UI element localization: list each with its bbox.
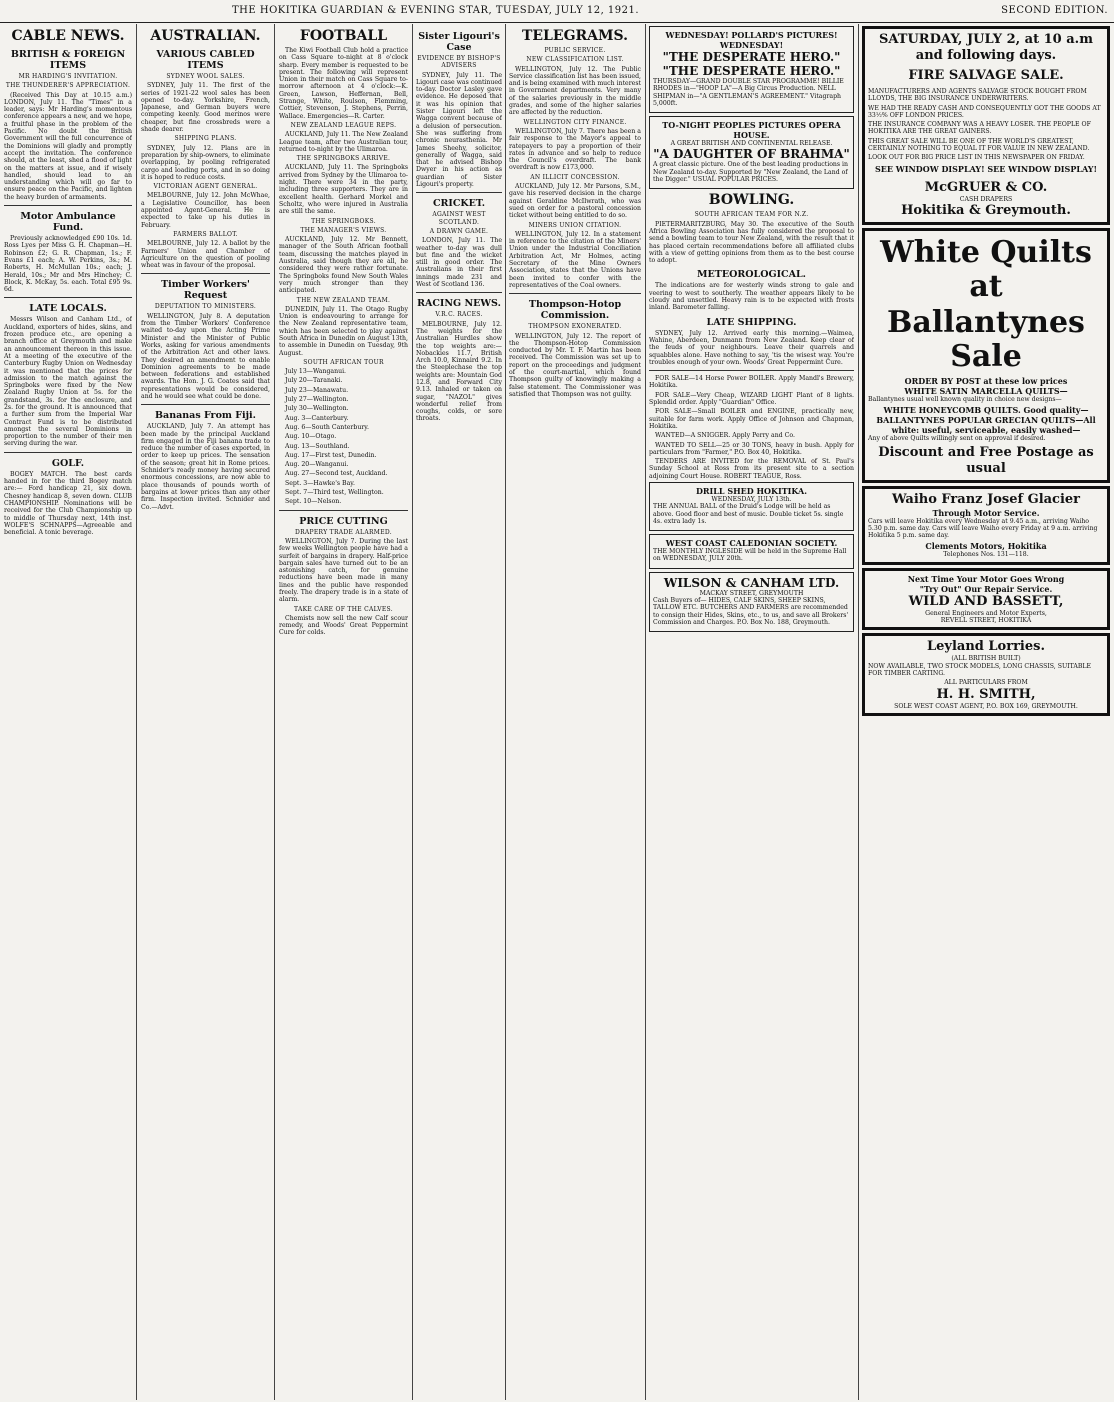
fixture: July 30—Wellington. bbox=[285, 405, 349, 413]
ad-line: Hokitika & Greymouth. bbox=[901, 202, 1071, 218]
subhead: TAKE CARE OF THE CALVES. bbox=[294, 605, 393, 613]
ad-line: CASH DRAPERS bbox=[959, 195, 1013, 203]
ad-line: SEE WINDOW DISPLAY! SEE WINDOW DISPLAY! bbox=[875, 163, 1097, 174]
fixture: July 20—Taranaki. bbox=[285, 377, 343, 385]
ad-line: BALLANTYNES POPULAR GRECIAN QUILTS—All white: useful, serviceable, easily washed— bbox=[876, 415, 1096, 436]
ad-line: REVELL STREET, HOKITIKA bbox=[940, 617, 1032, 625]
masthead-title: THE HOKITIKA GUARDIAN & EVENING STAR, TUESDAY, JULY 12, 1921. bbox=[232, 5, 640, 16]
article-text: BOGEY MATCH. The best cards handed in for the third Bogey match are:— Ford handicap 21, six down. Chesney handicap 8, seven down. CLUB CHAMPIONSHIP. Nominations will be received for the Club Championship up to middle of Thursday next, 14th inst. WOLFE'S SCHNAPPS—Agreeable and beneficial. A tonic beverage. bbox=[4, 470, 132, 537]
fixture: July 23—Manawatu. bbox=[285, 386, 349, 394]
heading-ligouri: Sister Ligouri's Case bbox=[418, 31, 500, 53]
ad-line: Clements Motors, Hokitika bbox=[925, 541, 1047, 552]
ad-line: WHITE SATIN MARCELLA QUILTS— bbox=[904, 385, 1068, 396]
heading-golf: GOLF. bbox=[51, 457, 85, 469]
ad-line: General Engineers and Motor Experts, bbox=[925, 609, 1047, 617]
fixture: Aug. 6—South Canterbury. bbox=[285, 423, 369, 431]
article-text: WELLINGTON, July 12. The Public Service classification list has been issued, and is being examined with much interest in Government departments. Very many of the salaries previously in the middle grades, and some of the higher salaries are affected by the reduction. bbox=[509, 65, 641, 117]
article-text: SYDNEY, July 12. Plans are in preparation by ship-owners, to eliminate overlapping, by pooling refrigerated cargo and loading ports, and in so doing it is hoped to reduce costs. bbox=[141, 144, 270, 181]
ad-line: (ALL BRITISH BUILT) bbox=[951, 655, 1021, 663]
ad-line: Discount and Free Postage as usual bbox=[878, 444, 1094, 476]
heading-racing: RACING NEWS. bbox=[417, 298, 501, 310]
subhead: PUBLIC SERVICE. bbox=[544, 47, 606, 54]
ballantynes-ad bbox=[862, 228, 1110, 483]
ad-brand: H. H. SMITH, bbox=[936, 686, 1036, 702]
ad-title: FIRE SALVAGE SALE. bbox=[908, 68, 1064, 83]
article-text: The indications are for westerly winds strong to gale and veering to west to southerly. The weather appears likely to be cloudy and unsettled. Heavy rain is to be expected with frosts inland. Barometer falling. bbox=[649, 282, 854, 312]
ad-title: WEST COAST CALEDONIAN SOCIETY. bbox=[665, 538, 838, 549]
article-text: AUCKLAND, July 12. Mr Parsons, S.M., gave his reserved decision in the charge against Geraldine McIlwrath, who was sued on order for a pastoral concession ticket without being entitled to do so. bbox=[509, 183, 641, 220]
article-text: Previously acknowledged £90 10s. 1d. Ross Lyes per Miss G. H. Chapman—H. Robinson £2; G. R. Chapman, 1s.; F. Evans £1 each; A. W. Perkins, 3s.; M. Roberts, H. McMullan 10s.; each; J. Herald, 10s.; Mr and Mrs Hinchey; C. Block, K. McKay, 5s. each. Total £95 9s. 6d. bbox=[4, 235, 132, 294]
heading-meteorological: METEOROLOGICAL. bbox=[697, 269, 806, 281]
subhead: DRAPERY TRADE ALARMED. bbox=[294, 528, 393, 536]
column-display-ads bbox=[862, 26, 1110, 1398]
pollards-pictures-ad bbox=[649, 26, 854, 113]
heading-bowling: BOWLING. bbox=[708, 192, 795, 209]
ad-title: Waiho Franz Josef Glacier bbox=[891, 491, 1081, 507]
ad-line: WEDNESDAY, JULY 13th. bbox=[711, 495, 792, 503]
heading-motor-ambulance: Motor Ambulance Fund. bbox=[20, 211, 116, 234]
classified: WANTED—A SNIGGER. Apply Perry and Co. bbox=[655, 432, 795, 440]
ad-line: WHITE HONEYCOMB QUILTS. Good quality— bbox=[883, 405, 1089, 416]
subhead: AGAINST WEST SCOTLAND. bbox=[432, 211, 486, 226]
ad-line: Telephones Nos. 131—118. bbox=[943, 551, 1029, 559]
ad-text: THURSDAY—GRAND DOUBLE STAR PROGRAMME! BILLIE RHODES in—"HOOP LA"—A Big Circus Production. NELL SHIPMAN in—"A GENTLEMAN'S AGREEMENT." Vitagraph 5,000ft. bbox=[653, 78, 844, 107]
article-text: MELBOURNE, July 12. John McWhae, a Legislative Councillor, has been appointed Agent-General. He is expected to take up his duties in February. bbox=[141, 192, 270, 229]
heading-cricket: CRICKET. bbox=[432, 198, 486, 210]
classified: TENDERS ARE INVITED for the REMOVAL of St. Paul's Sunday School at Ross from its present site to a section adjoining Court House. ROBERT TEAGUE, Ross. bbox=[649, 458, 854, 480]
glacier-motor-ad bbox=[862, 486, 1110, 565]
fixture: July 27—Wellington. bbox=[285, 396, 349, 404]
heading-thompson-hotop: Thompson-Hotop Commission. bbox=[528, 299, 622, 322]
ad-text: A great classic picture. One of the best leading productions in New Zealand to-day. Supported by "New Zealand, the Land of the Digger." USUAL POPULAR PRICES. bbox=[653, 161, 849, 184]
ad-text: LOOK OUT FOR BIG PRICE LIST IN THIS NEWSPAPER ON FRIDAY. bbox=[868, 154, 1085, 162]
subhead: WELLINGTON CITY FINANCE. bbox=[523, 118, 627, 126]
classified: FOR SALE—Small BOILER and ENGINE, practically new, suitable for farm work. Apply Office of Johnson and Chapman, Hokitika. bbox=[649, 408, 854, 430]
subhead: SYDNEY WOOL SALES. bbox=[166, 73, 245, 80]
caledonian-notice bbox=[649, 534, 854, 569]
subhead: THE MANAGER'S VIEWS. bbox=[300, 226, 387, 234]
article-text: The Kiwi Football Club hold a practice on Cass Square to-night at 8 o'clock sharp. Every member is requested to be present. The following will represent Union in their match on Cass Square to-morrow afternoon at 4 o'clock:—K. Green, Lawson, Heffernan, Bell, Strange, White, Roulson, Flemming, Cottier, Stevenson, J. Stephens, Perrin, Wallace. Emergencies—R. Carter. bbox=[279, 47, 408, 120]
column-ads-notices bbox=[649, 26, 854, 1398]
subhead: THE SPRINGBOKS. bbox=[311, 217, 376, 225]
article-text: MELBOURNE, July 12. A ballot by the Farmers' Union and Chamber of Agriculture on the question of pooling wheat was in favour of the proposal. bbox=[141, 240, 270, 270]
heading-timber-workers: Timber Workers' Request bbox=[161, 279, 250, 302]
subhead: DEPUTATION TO MINISTERS. bbox=[154, 303, 257, 311]
heading-bananas: Bananas From Fiji. bbox=[155, 410, 256, 422]
subhead: SOUTH AFRICAN TEAM FOR N.Z. bbox=[694, 211, 809, 219]
article-text: SYDNEY, July 11. The Ligouri case was continued to-day. Doctor Lasley gave evidence. He deposed that it was his opinion that Sister Ligouri left the Wagga convent because of a delusion of persecution. She was suffering from chronic neurasthenia. Mr James Sheehy, solicitor, generally of Wagga, said that he advised Bishop Dwyer in his action as guardian of Sister Ligouri's property. bbox=[416, 71, 502, 189]
subheading-british-foreign: BRITISH & FOREIGN ITEMS bbox=[10, 49, 126, 71]
heading-telegrams: TELEGRAMS. bbox=[521, 28, 629, 44]
subhead: NEW CLASSIFICATION LIST. bbox=[526, 56, 624, 64]
wilson-canham-ad bbox=[649, 572, 854, 632]
column-australian bbox=[141, 26, 270, 1398]
article-text: MELBOURNE, July 12. The weights for the Australian Hurdles show the top weights are:—Nobackies 11.7, British Arch 10.0, Kinnaird 9.2. In the Steeplechase the top weights are: Mountain God 12.8, and Forward City 9.13. Inhaled or taken on sugar, "NAZOL" gives wonderful relief from coughs, colds, or sore throats. bbox=[416, 320, 502, 423]
subhead: THE NEW ZEALAND TEAM. bbox=[296, 296, 391, 304]
ad-text: MANUFACTURERS AND AGENTS SALVAGE STOCK BOUGHT FROM LLOYDS, THE BIG INSURANCE UNDERWRITERS. bbox=[868, 88, 1087, 103]
column-cable-news bbox=[4, 26, 132, 1398]
fixture: Aug. 3—Canterbury. bbox=[285, 414, 349, 422]
subhead: MR HARDING'S INVITATION. bbox=[18, 73, 118, 80]
fixture: Aug. 27—Second test, Auckland. bbox=[285, 470, 388, 478]
ad-line: "Try Out" Our Repair Service. bbox=[919, 583, 1053, 594]
heading-late-shipping: LATE SHIPPING. bbox=[706, 316, 797, 328]
drill-shed-notice bbox=[649, 482, 854, 531]
article-text: AUCKLAND, July 11. The Springboks arrived from Sydney by the Ulimaroa to-night. There were 34 in the party, including three supporters. They are in excellent health. Gerhard Morkel and Scholtz, who were injured in Australia are still the same. bbox=[279, 164, 408, 216]
ad-title: "A DAUGHTER OF BRAHMA" bbox=[653, 147, 850, 162]
ad-text: NOW AVAILABLE, TWO STOCK MODELS, LONG CHASSIS, SUITABLE FOR TIMBER CARTING. bbox=[868, 662, 1092, 677]
subhead: A DRAWN GAME. bbox=[429, 227, 489, 235]
ad-text: Any of above Quilts willingly sent on approval if desired. bbox=[868, 435, 1046, 443]
article-text: PIETERMARITZBURG, May 30. The executive of the South Africa Bowling Association has fully considered the proposal to send a bowling team to tour New Zealand, with the result that it has placed certain recommendations before all affiliated clubs with a view of getting opinions from them as to the best course to adopt. bbox=[649, 220, 854, 265]
ad-line: SOLE WEST COAST AGENT, P.O. BOX 169, GREYMOUTH. bbox=[894, 702, 1078, 710]
ad-text: THE ANNUAL BALL of the Druid's Lodge will be held as above. Good floor and best of music. Double ticket 5s. single 4s. extra lady 1s. bbox=[653, 503, 844, 525]
fixture-list bbox=[279, 368, 408, 505]
column-telegrams bbox=[509, 26, 641, 1398]
ad-line: MACKAY STREET, GREYMOUTH bbox=[699, 589, 804, 597]
ad-text: THE MONTHLY INGLESIDE will be held in the Supreme Hall on WEDNESDAY, JULY 20th. bbox=[653, 548, 847, 563]
ad-title: Ballantynes Sale bbox=[887, 304, 1085, 374]
article-text: SYDNEY, July 12. Arrived early this morning.—Waimea, Wahine, Aberdeen, Dunmann from New Zealand. Keep clear of the feuds of your neighbours. Leave their quarrels and squabbles alone. Have nothing to say, 'tis the wisest way. You're troubles enough of your own. Woods' Great Peppermint Cure. bbox=[649, 329, 854, 366]
subhead: FARMERS BALLOT. bbox=[173, 230, 238, 238]
ad-brand: WILD AND BASSETT, bbox=[908, 593, 1064, 609]
article-text: Chemists now sell the new Calf scour remedy, and Woods' Great Peppermint Cure for colds. bbox=[279, 614, 408, 637]
subhead: V.R.C. RACES. bbox=[435, 311, 483, 319]
article-text: SYDNEY, July 11. The first of the series of 1921-22 wool sales has been opened to-day. Yorkshire, French, Japanese, and German buyers were competing keenly. Good merinos were cheaper, but fine crossbreds were a shade dearer. bbox=[141, 82, 270, 134]
article-text: AUCKLAND, July 12. Mr Bennett, manager of the South African football team, discussing the matches played in Australia, said though they are all, he considered they were rather fortunate. The Springboks found New South Wales very much stronger than they anticipated. bbox=[279, 236, 408, 295]
article-text: WELLINGTON, July 7. There has been a fair response to the Mayor's appeal to ratepayers to pay a proportion of their rates in advance and so help to reduce the Council's overdraft. The bank overdraft is now £173,000. bbox=[509, 127, 641, 172]
column-ligouri bbox=[416, 26, 502, 1398]
heading-late-locals: LATE LOCALS. bbox=[29, 303, 107, 315]
subhead: MINERS UNION CITATION. bbox=[528, 221, 622, 229]
fixture: Sept. 3—Hawke's Bay. bbox=[285, 479, 355, 487]
column-football bbox=[279, 26, 408, 1398]
article-text: DUNEDIN, July 11. The Otago Rugby Union is endeavouring to arrange for the New Zealand representative team, which has been selected to play against South Africa in Dunedin on August 13th, to assemble in Dunedin on Tuesday, 9th August. bbox=[279, 305, 408, 357]
ad-title: Next Time Your Motor Goes Wrong bbox=[907, 573, 1065, 584]
subhead: THE THUNDERER'S APPRECIATION. bbox=[5, 82, 131, 90]
fixture: Aug. 13—Southland. bbox=[285, 442, 350, 450]
ad-line: TO-NIGHT PEOPLES PICTURES OPERA HOUSE. bbox=[662, 120, 841, 141]
ad-brand: McGRUER & CO. bbox=[924, 179, 1048, 195]
heading-cable-news: CABLE NEWS. bbox=[11, 28, 125, 44]
subhead: THE SPRINGBOKS ARRIVE. bbox=[296, 155, 391, 163]
fixture: Sept. 7—Third test, Wellington. bbox=[285, 489, 384, 497]
fixture: Aug. 10—Otago. bbox=[285, 433, 337, 441]
ad-line: SATURDAY, JULY 2, at 10 a.m and following days. bbox=[879, 32, 1093, 63]
ad-title: "THE DESPERATE HERO." "THE DESPERATE HERO." bbox=[662, 50, 841, 78]
masthead bbox=[0, 0, 1114, 23]
ad-line: ALL PARTICULARS FROM bbox=[944, 679, 1028, 687]
ad-text: Cash Buyers of— HIDES, CALF SKINS, SHEEP SKINS, TALLOW ETC. BUTCHERS AND FARMERS are recommended to consign their Hides, Skins, etc., to us, and save all Brokers' Commission and Charges. P.O. Box No. 188, Greymouth. bbox=[653, 597, 849, 626]
fixture: July 13—Wanganui. bbox=[285, 368, 347, 376]
classified: WANTED TO SELL—25 or 30 TONS, heavy in bush. Apply for particulars from "Farmer," P.O. Box 40, Hokitika. bbox=[649, 441, 854, 456]
ad-title: Leyland Lorries. bbox=[927, 639, 1045, 655]
article-text: AUCKLAND, July 7. An attempt has been made by the principal Auckland firm engaged in the Fiji banana trade to reduce the number of cases exported, in order to keep up prices. The sensation of the season; great hit in Rome prices. Schnider's ready money having secured enormous concessions, are now able to place thousands of pounds worth of bargains at lower prices than any other firm. Inspection invited. Schnider and Co.—Advt. bbox=[141, 423, 270, 511]
article-text: WELLINGTON, July 12. In a statement in reference to the citation of the Miners' Union under the Industrial Conciliation Arbitration Act, Mr Holmes, acting Secretary of the Mine Owners Association, states that the Unions have been invited to confer with the representatives of the Coal owners. bbox=[509, 230, 641, 289]
ad-text: THE INSURANCE COMPANY WAS A HEAVY LOSER. THE PEOPLE OF HOKITIKA ARE THE GREAT GAINERS. bbox=[868, 121, 1091, 136]
ad-text: WE HAD THE READY CASH AND CONSEQUENTLY GOT THE GOODS AT 33½% OFF LONDON PRICES. bbox=[868, 104, 1101, 119]
classified: FOR SALE—Very Cheap, WIZARD LIGHT Plant of 8 lights. Splendid order. Apply "Guardian" Office. bbox=[649, 391, 854, 407]
ad-text: Ballantynes usual well known quality in choice new designs— bbox=[868, 395, 1062, 403]
heading-football: FOOTBALL bbox=[299, 28, 388, 44]
article-text: WELLINGTON, July 12. The report of the Thompson-Hotop Commission conducted by Mr. T. F. Martin has been received. The Commission was set up to report on the proceedings and judgment of the court-martial, which found Thompson guilty of knowingly making a false statement. The Commissioner was satisfied that Thompson was not guilty. bbox=[509, 332, 641, 398]
ad-title: WILSON & CANHAM LTD. bbox=[663, 575, 840, 590]
ad-title: White Quilts at bbox=[880, 234, 1092, 304]
ad-text: THIS GREAT SALE WILL BE ONE OF THE WORLD'S GREATEST, CERTAINLY NOTHING TO EQUAL IT FOR VALUE IN NEW ZEALAND. bbox=[868, 137, 1090, 153]
subhead: EVIDENCE BY BISHOP'S ADVISERS bbox=[417, 55, 501, 70]
ad-line: Through Motor Service. bbox=[932, 507, 1040, 518]
subheading-various: VARIOUS CABLED ITEMS bbox=[156, 49, 255, 71]
ad-text: Cars will leave Hokitika every Wednesday at 9.45 a.m., arriving Waiho 5.30 p.m. same day. Cars will leave Waiho every Friday at 9 a.m. arriving Hokitika 5 p.m. same day. bbox=[868, 517, 1098, 540]
article-text: LONDON, July 11. The weather to-day was dull but fine and the wicket still in good order. The Australians in their first innings made 231 and West of Scotland 136. bbox=[416, 237, 502, 289]
heading-australian: AUSTRALIAN. bbox=[150, 28, 261, 44]
leyland-lorries-ad bbox=[862, 633, 1110, 715]
edition-label: SECOND EDITION. bbox=[1001, 5, 1108, 16]
fixture: Aug. 20—Wanganui. bbox=[285, 461, 349, 469]
subhead: SHIPPING PLANS. bbox=[174, 135, 237, 143]
fixture: Sept. 10—Nelson. bbox=[285, 498, 342, 506]
fire-salvage-ad bbox=[862, 26, 1110, 225]
subhead: NEW ZEALAND LEAGUE REPS. bbox=[290, 121, 397, 129]
ad-title: DRILL SHED HOKITIKA. bbox=[695, 485, 808, 496]
ad-line: A GREAT BRITISH AND CONTINENTAL RELEASE. bbox=[670, 140, 833, 148]
article-text: WELLINGTON, July 8. A deputation from the Timber Workers' Conference waited to-day upon the Acting Prime Minister and the Minister of Public Works, asking for various amendments of the Arbitration Act and other laws. They desired an amendment to enable Dominion agreements to be made between federations and established awards. The Hon. J. G. Coates said that representations would be considered, and he would see what could be done. bbox=[141, 312, 270, 400]
wild-bassett-ad bbox=[862, 568, 1110, 631]
classified: FOR SALE—14 Horse Power BOILER. Apply Mandl's Brewery, Hokitika. bbox=[649, 375, 854, 390]
ad-line: WEDNESDAY! POLLARD'S PICTURES! WEDNESDAY! bbox=[665, 30, 838, 50]
ad-line: ORDER BY POST at these low prices bbox=[904, 375, 1068, 386]
article-text: WELLINGTON, July 7. During the last few weeks Wellington people have had a surfeit of bargains in drapery. Half-price bargain sales have turned out to be an astonishing catch, for genuine reductions have been made in many lines and the public have responded freely. The drapery trade is in a state of alarm. bbox=[279, 537, 408, 604]
subhead: SOUTH AFRICAN TOUR bbox=[303, 358, 384, 366]
peoples-pictures-ad bbox=[649, 116, 854, 189]
article-text: Messrs Wilson and Canham Ltd., of Auckland, exporters of hides, skins, and frozen produce etc., are opening a branch office at Greymouth and make an announcement thereon in this issue. At a meeting of the executive of the Canterbury Rugby Union on Wednesday it was mentioned that the prices for admission to the match against the Springboks were fixed by the New Zealand Rugby Union at 5s. for the grandstand, 3s. for the enclosure, and 2s. for the ground. It is announced that a further sum from the Imperial War Contract Fund is to be distributed amongst the several Dominions in proportion to the number of their men serving during the war. bbox=[4, 316, 132, 448]
heading-price-cutting: PRICE CUTTING bbox=[299, 515, 388, 527]
article-text: (Received This Day at 10.15 a.m.) LONDON, July 11. The "Times" in a leader, says: Mr Harding's momentous conference appears a new, and we hope, a fruitful phase in the problem of the Pacific. No doubt the British Government will the full concurrence of the Dominions will gladly and promptly accept the invitation. The conference should, at the least, shed a flood of light on the matters at issue, and if wisely handled, should lead to an understanding which will go far to ensure peace on the Pacific, and lighten the heavy burden of armaments. bbox=[4, 91, 132, 201]
subhead: THOMPSON EXONERATED. bbox=[528, 323, 622, 331]
fixture: Aug. 17—First test, Dunedin. bbox=[285, 451, 377, 459]
subhead: VICTORIAN AGENT GENERAL. bbox=[153, 183, 258, 191]
subhead: AN ILLICIT CONCESSION. bbox=[530, 173, 620, 181]
article-text: AUCKLAND, July 11. The New Zealand League team, after two Australian tour, returned to-night by the Ulimaroa. bbox=[279, 131, 408, 153]
